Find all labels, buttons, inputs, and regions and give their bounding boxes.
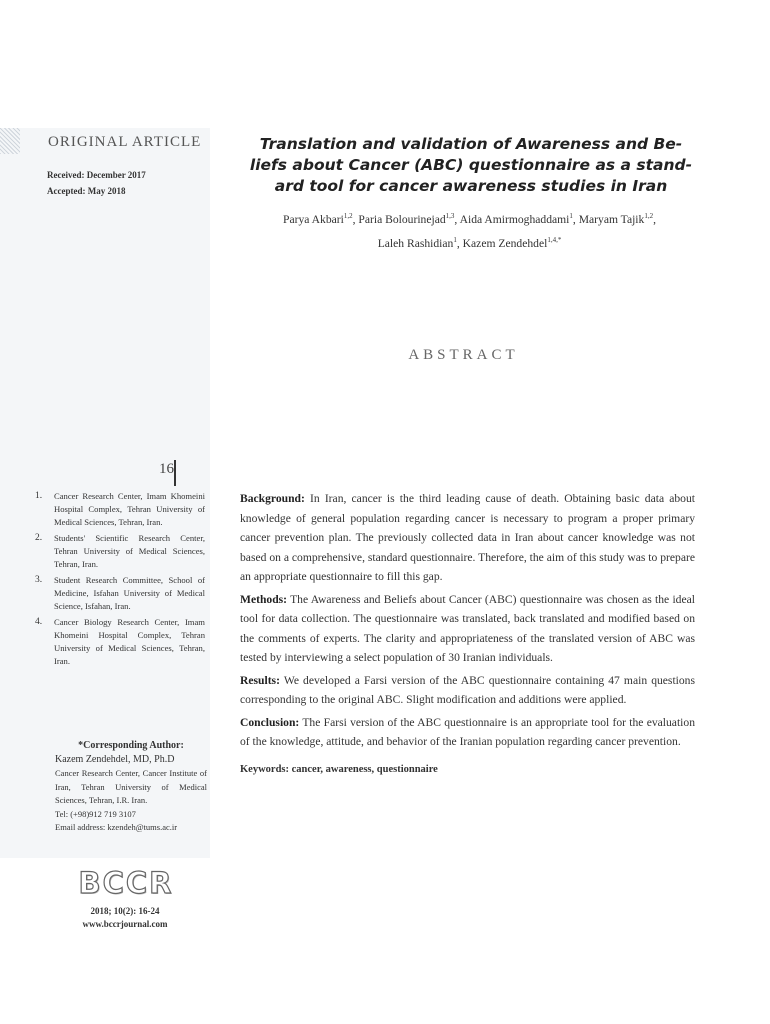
- abstract-results: Results: We developed a Farsi version of the ABC questionnaire containing 47 main questions corresponding to the original ABC. Slight modification and additions were applied.: [240, 673, 695, 706]
- corresponding-name: Kazem Zendehdel, MD, Ph.D: [55, 754, 175, 765]
- affiliation-item: 3. Student Research Committee, School of Medicine, Isfahan University of Medical Science, Isfahan, Iran.: [35, 575, 205, 611]
- title-line: Translation and validation of Awareness and Be-: [259, 135, 683, 153]
- corresponding-author: [55, 740, 207, 835]
- journal-logo: BCCR: [78, 866, 174, 900]
- abstract-background: Background: In Iran, cancer is the third leading cause of death. Obtaining basic data about knowledge of general population regarding cancer is necessary to program a proper primary cancer prevention plan. The previously collected data in Iran about cancer knowledge was not based on a comprehensive, standard questionnaire. Therefore, the aim of this study was to prepare an appropriate questionnaire to fill this gap.: [240, 492, 695, 583]
- title-line: liefs about Cancer (ABC) questionnaire as a stand-: [249, 156, 693, 174]
- page-number: 16: [159, 461, 174, 477]
- citation: 2018; 10(2): 16-24: [90, 906, 160, 916]
- corresponding-tel: Tel: (+98)912 719 3107: [55, 808, 136, 819]
- corresponding-address: Cancer Research Center, Cancer Institute of Iran, Tehran University of Medical Sciences, Tehran, I.R. Iran.: [55, 768, 207, 806]
- paper-title: [240, 134, 702, 197]
- abstract-body: [240, 489, 695, 779]
- article-type-label: ORIGINAL ARTICLE: [48, 134, 202, 150]
- page-number-rule: [174, 460, 176, 486]
- affiliations-list: [35, 490, 205, 671]
- author: Maryam Tajik$^{1,2}$: [578, 212, 654, 226]
- received-date: Received: December 2017: [47, 170, 146, 180]
- author: Kazem Zendehdel$^{1,4,*}$: [462, 235, 562, 250]
- journal-website[interactable]: www.bccrjournal.com: [82, 919, 168, 929]
- corresponding-email: Email address: kzendeh@tums.ac.ir: [55, 822, 178, 833]
- title-line: ard tool for cancer awareness studies in Iran: [274, 177, 668, 195]
- keywords: Keywords: cancer, awareness, questionnaire: [240, 763, 438, 775]
- accepted-date: Accepted: May 2018: [47, 186, 126, 196]
- affiliation-item: 1. Cancer Research Center, Imam Khomeini Hospital Complex, Tehran University of Medical Sciences, Tehran, Iran.: [35, 491, 205, 527]
- author-list: Parya Akbari$^{1,2}$, Paria Bolourinejad$^{1,3}$, Aida Amirmoghaddami$^1$, Maryam Tajik$^{1,2}$, Laleh Rashidian$^1$, Kazem Zendehdel$^{1,4,*}$: [283, 212, 656, 250]
- abstract-methods: Methods: The Awareness and Beliefs about Cancer (ABC) questionnaire was chosen as the ideal tool for data collection. The questionnaire was translated, back translated and modified based on the comments of experts. The clarity and appropriateness of the translated version of ABC was tested by interviewing a select population of 30 Iranian individuals.: [240, 592, 695, 664]
- affiliation-item: 2. Students' Scientific Research Center, Tehran University of Medical Sciences, Tehran, Iran.: [35, 533, 205, 569]
- corresponding-title: *Corresponding Author:: [78, 740, 184, 751]
- abstract-heading: ABSTRACT: [408, 347, 519, 363]
- author: Parya Akbari$^{1,2}$: [283, 212, 353, 226]
- abstract-conclusion: Conclusion: The Farsi version of the ABC questionnaire is an appropriate tool for the evaluation of the knowledge, attitude, and behavior of the Iranian population regarding cancer prevention.: [240, 715, 695, 748]
- author: Laleh Rashidian$^1$: [377, 235, 457, 250]
- dates-block: [47, 167, 146, 199]
- author: Paria Bolourinejad$^{1,3}$: [358, 212, 455, 226]
- citation-block: [55, 905, 195, 931]
- author: Aida Amirmoghaddami$^1$: [459, 212, 573, 226]
- affiliation-item: 4. Cancer Biology Research Center, Imam Khomeini Hospital Complex, Tehran University of Medical Sciences, Tehran, Iran.: [35, 617, 205, 666]
